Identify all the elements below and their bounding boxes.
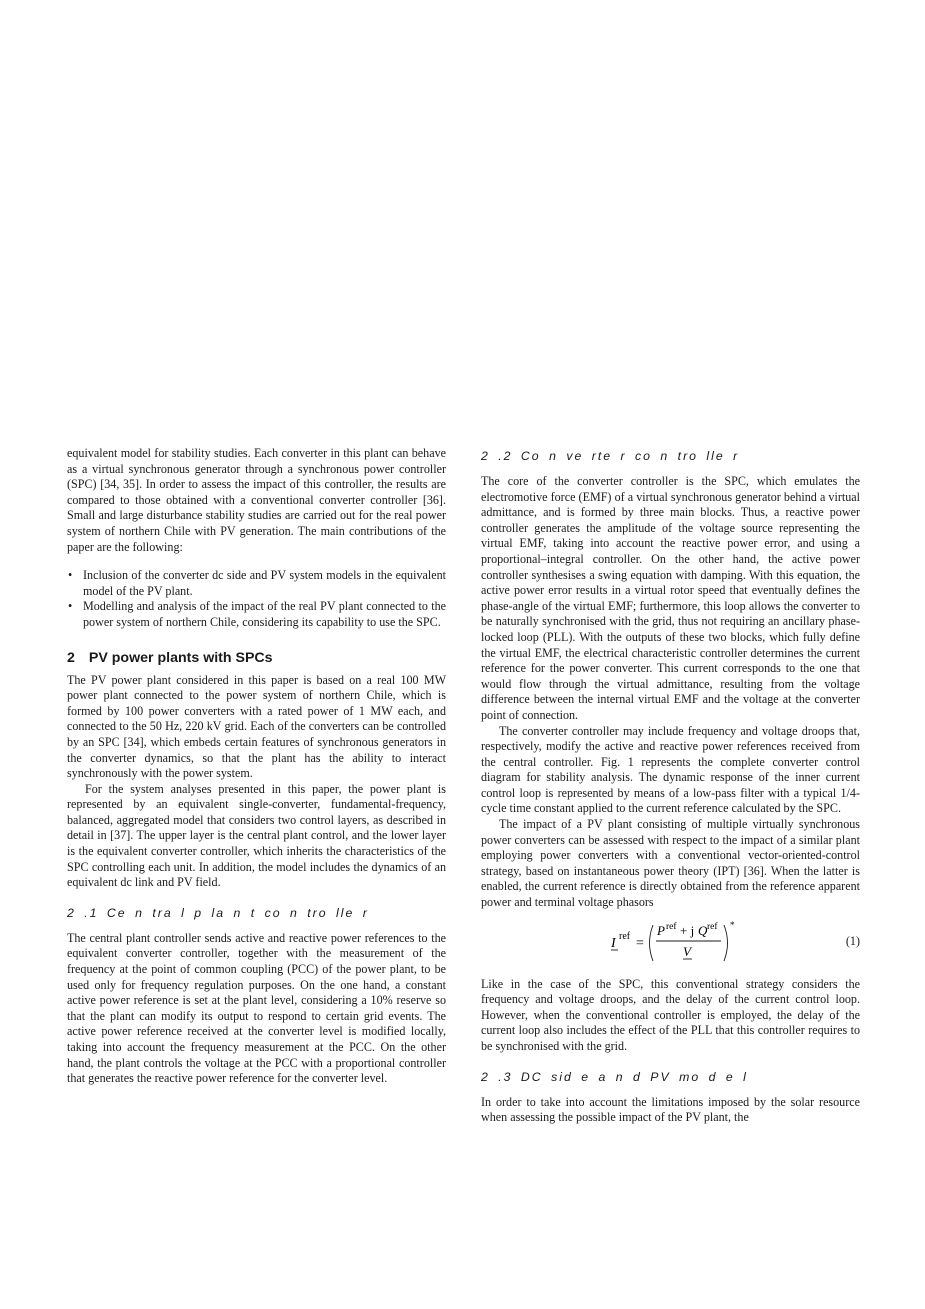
eq-equals: = (636, 935, 644, 951)
paragraph: The PV power plant considered in this paper is based on a real 100 MW power plant connected to the power system of northern Chile, which is formed by 100 power converters with a rated power of 1 MW each, and connected to the 50 Hz, 220 kV grid. Each of the converters can be controlled by an SPC [34], which embeds certain features of synchronous generators in the converter dynamics, so that the plant has the ability to interact synchronously with the power system. (67, 672, 446, 781)
bullet-icon: • (68, 599, 73, 614)
eq-plus-j: + j (680, 922, 695, 938)
eq-lhs-sup: ref (619, 930, 631, 942)
subsection-heading: 2 .1 Ce n tra l p la n t co n tro lle r (67, 905, 369, 920)
contributions-list (67, 568, 446, 630)
section-heading: 2 PV power plants with SPCs (67, 649, 273, 666)
eq-num-q: Q (698, 922, 708, 938)
equation-formula (611, 919, 741, 967)
intro-paragraph: equivalent model for stability studies. Each converter in this plant can behave as a virtual synchronous generator through a synchronous power controller (SPC) [34, 35]. In order to assess the impact of this controller, the results are compared to those obtained with a conventional converter controller [36]. Small and large disturbance stability studies are carried out for the real power system of northern Chile with PV generation. The main contributions of the paper are the following: (67, 446, 446, 554)
equation-1 (481, 919, 860, 967)
left-column (67, 446, 446, 1087)
paragraph: In order to take into account the limitations imposed by the solar resource when assessing the possible impact of the PV plant, the (481, 1094, 860, 1125)
paragraph: The impact of a PV plant consisting of multiple virtually synchronous power converters can be assessed with respect to the impact of a similar plant employing power converters with a conventional vector-oriented-control strategy, based on instantaneous power theory (IPT) [36]. When the latter is enabled, the current reference is directly obtained from the reference apparent power and terminal voltage phasors (481, 817, 860, 910)
paragraph: The core of the converter controller is the SPC, which emulates the electromotive force (EMF) of a virtual synchronous generator behind a virtual admittance, and is formed by three main blocks. Thus, a reactive power controller generates the amplitude of the voltage source representing the virtual EMF, taking into account the reactive power error, and using a proportional–integral controller. On the other hand, the active power controller synthesises a swing equation with damping. With this equation, the active power error results in a virtual rotor speed that eventually defines the phase-angle of the virtual EMF; furthermore, this loop allows the converter to be naturally synchronised with the grid, thus not requiring an ancillary phase-locked loop (PLL). With the outputs of these two blocks, which fully define the virtual EMF, the electrical characteristic controller determines the current reference for the power converter. This current corresponds to the one that would flow through the virtual admittance, resulting from the voltage difference between the internal virtual EMF and the voltage at the converter point of connection. (481, 474, 860, 722)
eq-num-q-sup: ref (707, 921, 718, 932)
equation-number: (1) (845, 933, 860, 948)
list-item: • Inclusion of the converter dc side and PV system models in the equivalent model of the PV plant. (68, 568, 446, 598)
paragraph: For the system analyses presented in this paper, the power plant is represented by an equivalent single-converter, fundamental-frequency, balanced, aggregated model that considers two control layers, as described in detail in [37]. The upper layer is the central plant control, and the lower layer is the equivalent converter controller, which inherits the characteristics of the SPC controlling each unit. In addition, the model includes the dynamics of an equivalent dc link and PV field. (67, 781, 446, 890)
eq-num-p-sup: ref (666, 921, 677, 932)
paragraph: The central plant controller sends active and reactive power references to the equivalent converter controller, together with the measurement of the frequency at the point of common coupling (PCC) of the power plant, to be used only for frequency regulation purposes. On the one hand, a constant active power reference is set at the plant level, considering a 10% reserve so that the plant can modify its output to respond to certain grid events. The active power reference received at the converter level is modified locally, taking into account the frequency measurement at the PCC. On the other hand, the plant controls the voltage at the PCC with a proportional controller that generates the reactive power reference for the converter level. (67, 930, 446, 1086)
subsection-heading: 2 .3 DC sid e a n d PV mo d e l (481, 1069, 748, 1084)
eq-num-p: P (657, 922, 665, 938)
eq-conjugate: * (730, 919, 735, 930)
paragraph: The converter controller may include frequency and voltage droops that, respectively, modify the active and reactive power references received from the central controller. Fig. 1 represents the complete converter control diagram for stability analysis. The dynamic response of the inner current control loop is represented by means of a low-pass filter with a typical 1/4-cycle time constant applied to the current reference calculated by the SPC. (481, 723, 860, 816)
right-column (481, 446, 860, 1126)
list-item: • Modelling and analysis of the impact of the real PV plant connected to the power system of northern Chile, considering its capability to use the SPC. (68, 599, 446, 629)
bullet-icon: • (68, 568, 73, 583)
subsection-heading: 2 .2 Co n ve rte r co n tro lle r (481, 449, 740, 463)
eq-lhs: I (611, 935, 616, 951)
paragraph: Like in the case of the SPC, this conventional strategy considers the frequency and voltage droops, and the delay of the current control loop. However, when the conventional controller is employed, the delay of the current loop also includes the effect of the PLL that this controller requires to be synchronised with the grid. (481, 976, 860, 1053)
eq-den: V (683, 943, 691, 959)
